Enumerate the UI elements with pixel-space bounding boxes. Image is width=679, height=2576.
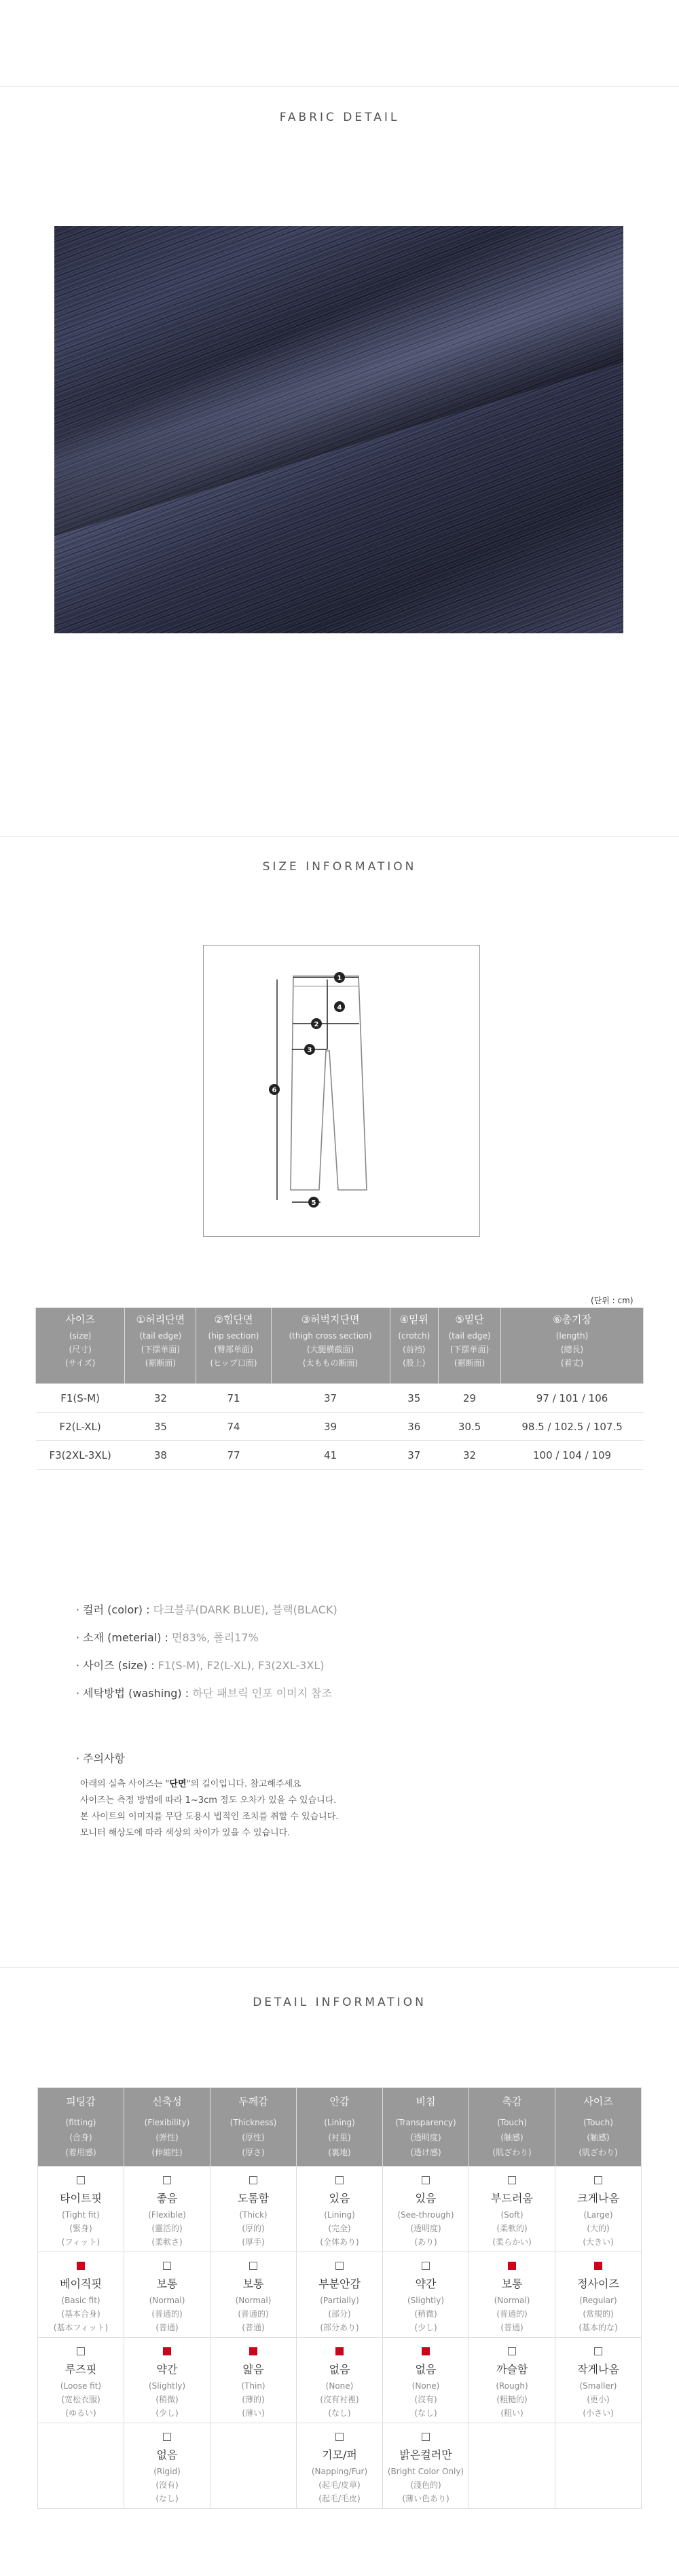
option-subtitle: (稍微)	[414, 2309, 437, 2319]
checkbox-unchecked	[594, 2176, 602, 2184]
column-subtitle: (弹性)	[155, 2133, 179, 2142]
column-subtitle: (總長)	[560, 1345, 584, 1354]
detail-cell	[297, 2167, 383, 2252]
table-cell: 100 / 104 / 109	[501, 1441, 644, 1470]
column-subtitle: (合身)	[69, 2133, 92, 2142]
info-key: · 컬러 (color) :	[76, 1603, 153, 1616]
checkbox-checked	[594, 2262, 602, 2270]
option-subtitle: (Thick)	[239, 2210, 268, 2220]
option-subtitle: (Soft)	[500, 2210, 524, 2220]
option-subtitle: (基本的な)	[579, 2323, 618, 2332]
column-subtitle: (下摆单面)	[449, 1345, 490, 1354]
column-title: 사이즈	[65, 1313, 95, 1326]
table-cell: 35	[125, 1413, 196, 1441]
detail-cell	[38, 2252, 124, 2338]
size-column-header	[271, 1308, 390, 1384]
detail-cell	[469, 2338, 555, 2423]
option-subtitle: (厚的)	[242, 2224, 265, 2233]
option-subtitle: (靈活的)	[151, 2224, 183, 2233]
option-subtitle: (普通)	[155, 2323, 179, 2332]
table-cell: F1(S-M)	[36, 1384, 125, 1413]
marker-label: 4	[337, 1004, 342, 1011]
column-subtitle: (tail edge)	[139, 1331, 182, 1341]
column-subtitle: (触感)	[500, 2133, 524, 2142]
table-cell: 36	[390, 1413, 438, 1441]
column-subtitle: (fitting)	[65, 2118, 96, 2127]
option-name: 크게나옴	[577, 2192, 619, 2205]
column-title: ②힙단면	[214, 1313, 253, 1326]
table-row	[36, 1413, 644, 1441]
column-subtitle: (下摆单面)	[141, 1345, 181, 1354]
unit-label: (단위 : cm)	[591, 1296, 634, 1305]
option-subtitle: (起毛/皮草)	[318, 2480, 361, 2490]
option-subtitle: (See-through)	[397, 2210, 454, 2220]
column-subtitle: (厚さ)	[242, 2148, 265, 2157]
table-cell: 98.5 / 102.5 / 107.5	[501, 1413, 644, 1441]
option-subtitle: (更小)	[587, 2395, 610, 2404]
option-subtitle: (淺色的)	[410, 2480, 441, 2490]
detail-cell	[210, 2252, 297, 2338]
info-value: 면83%, 폴리17%	[172, 1631, 259, 1644]
detail-cell	[383, 2252, 469, 2338]
option-subtitle: (Rigid)	[153, 2467, 181, 2476]
fabric-photo	[54, 226, 623, 633]
column-title: 두께감	[238, 2095, 268, 2108]
option-subtitle: (沒有衬裡)	[320, 2395, 359, 2404]
checkbox-checked	[249, 2347, 257, 2355]
detail-cell	[555, 2338, 642, 2423]
option-name: 보통	[501, 2277, 523, 2290]
table-row	[38, 2338, 642, 2423]
column-title: 촉감	[502, 2095, 522, 2108]
option-name: 부드러움	[491, 2192, 533, 2205]
column-subtitle: (Thickness)	[230, 2118, 277, 2127]
size-column-header	[390, 1308, 438, 1384]
marker-label: 1	[337, 975, 342, 982]
option-subtitle: (普通)	[242, 2323, 265, 2332]
detail-cell	[124, 2167, 210, 2252]
table-cell: 97 / 101 / 106	[501, 1384, 644, 1413]
column-subtitle: (length)	[555, 1331, 589, 1341]
table-row	[38, 2167, 642, 2252]
option-subtitle: (沒有)	[414, 2395, 437, 2404]
detail-table-body	[38, 2167, 642, 2509]
option-name: 도톰함	[237, 2192, 270, 2205]
column-subtitle: (尺寸)	[69, 1345, 92, 1354]
option-name: 좋음	[156, 2192, 178, 2205]
detail-cell	[469, 2167, 555, 2252]
option-subtitle: (None)	[411, 2381, 440, 2391]
detail-column-header	[297, 2088, 383, 2167]
size-table-header	[36, 1308, 644, 1384]
section-divider	[0, 1967, 679, 1968]
option-subtitle: (薄い色あり)	[402, 2494, 449, 2503]
info-key: · 사이즈 (size) :	[76, 1659, 158, 1672]
option-subtitle: (柔軟的)	[496, 2224, 528, 2233]
column-subtitle: (臀部单面)	[214, 1345, 253, 1354]
size-column-header	[196, 1308, 271, 1384]
product-info-list	[76, 1603, 337, 1715]
detail-cell	[38, 2423, 124, 2509]
option-subtitle: (Slightly)	[407, 2296, 444, 2305]
detail-cell	[297, 2252, 383, 2338]
option-subtitle: (透明度)	[410, 2224, 441, 2233]
table-row	[38, 2252, 642, 2338]
option-subtitle: (薄的)	[242, 2395, 265, 2404]
column-title: ④밑위	[399, 1313, 429, 1326]
option-name: 있음	[415, 2192, 437, 2205]
option-subtitle: (宽松衣服)	[61, 2395, 100, 2404]
fabric-detail-title: FABRIC DETAIL	[279, 111, 400, 124]
table-cell: 32	[439, 1441, 501, 1470]
option-name: 없음	[156, 2448, 178, 2461]
detail-cell	[124, 2338, 210, 2423]
column-title: 신축성	[152, 2095, 182, 2108]
column-subtitle: (Flexibility)	[144, 2118, 190, 2127]
option-subtitle: (Smaller)	[579, 2381, 617, 2391]
column-subtitle: (大腿横截面)	[306, 1345, 354, 1354]
table-cell: 37	[390, 1441, 438, 1470]
column-subtitle: (サイズ)	[65, 1358, 96, 1368]
marker-label: 6	[272, 1087, 277, 1094]
option-subtitle: (Bright Color Only)	[387, 2467, 464, 2476]
option-name: 약간	[415, 2277, 437, 2290]
checkbox-checked	[335, 2347, 344, 2355]
detail-cell	[38, 2338, 124, 2423]
checkbox-unchecked	[422, 2262, 430, 2270]
option-subtitle: (Normal)	[235, 2296, 272, 2305]
column-subtitle: (Transparency)	[395, 2118, 456, 2127]
notice-line: 아래의 실측 사이즈는 "단면"의 길이입니다. 참고해주세요	[80, 1779, 301, 1789]
option-name: 기모/퍼	[322, 2448, 357, 2461]
option-name: 없음	[329, 2363, 350, 2376]
detail-column-header	[38, 2088, 124, 2167]
info-row	[76, 1603, 337, 1631]
table-cell: 29	[439, 1384, 501, 1413]
detail-column-header	[383, 2088, 469, 2167]
detail-cell	[124, 2252, 210, 2338]
size-table-body	[36, 1384, 644, 1470]
table-row	[38, 2423, 642, 2509]
detail-cell	[555, 2423, 642, 2509]
table-cell: 71	[196, 1384, 271, 1413]
option-subtitle: (Basic fit)	[61, 2296, 100, 2305]
column-subtitle: (Touch)	[583, 2118, 613, 2127]
column-title: 안감	[329, 2095, 350, 2108]
checkbox-unchecked	[77, 2176, 85, 2184]
option-subtitle: (沒有)	[155, 2480, 179, 2490]
checkbox-checked	[422, 2347, 430, 2355]
notice-title: · 주의사항	[76, 1752, 125, 1765]
column-subtitle: (厚性)	[242, 2133, 265, 2142]
column-subtitle: (crotch)	[398, 1331, 430, 1341]
option-subtitle: (Slightly)	[148, 2381, 185, 2391]
column-subtitle: (thigh cross section)	[289, 1331, 372, 1341]
checkbox-unchecked	[249, 2262, 257, 2270]
checkbox-unchecked	[249, 2176, 257, 2184]
size-column-header	[501, 1308, 644, 1384]
table-cell: 77	[196, 1441, 271, 1470]
notice-line: 모니터 해상도에 따라 색상의 차이가 있을 수 있습니다.	[80, 1828, 291, 1838]
column-title: ③허벅지단면	[301, 1313, 360, 1326]
option-name: 작게나옴	[577, 2363, 619, 2376]
detail-cell	[555, 2167, 642, 2252]
section-divider	[0, 836, 679, 837]
detail-cell	[210, 2423, 297, 2509]
checkbox-unchecked	[163, 2176, 171, 2184]
detail-cell	[383, 2167, 469, 2252]
option-subtitle: (Normal)	[494, 2296, 530, 2305]
detail-column-header	[469, 2088, 555, 2167]
option-subtitle: (少し)	[155, 2408, 179, 2418]
column-subtitle: (透け感)	[410, 2148, 441, 2157]
pants-illustration	[204, 946, 481, 1237]
column-subtitle: (前裆)	[403, 1345, 426, 1354]
detail-column-header	[210, 2088, 297, 2167]
option-subtitle: (なし)	[328, 2408, 351, 2418]
checkbox-checked	[163, 2347, 171, 2355]
option-name: 부분안감	[318, 2277, 361, 2290]
option-subtitle: (緊身)	[69, 2224, 92, 2233]
column-subtitle: (Lining)	[324, 2118, 355, 2127]
option-subtitle: (稍微)	[155, 2395, 179, 2404]
notice-text	[80, 1776, 338, 1842]
info-value: 하단 패브릭 인포 이미지 참조	[192, 1687, 333, 1700]
table-cell: F2(L-XL)	[36, 1413, 125, 1441]
detail-cell	[383, 2423, 469, 2509]
detail-cell	[297, 2423, 383, 2509]
marker-label: 2	[314, 1021, 319, 1028]
table-cell: 30.5	[439, 1413, 501, 1441]
option-subtitle: (Loose fit)	[60, 2381, 102, 2391]
table-cell: 35	[390, 1384, 438, 1413]
checkbox-checked	[77, 2262, 85, 2270]
column-subtitle: (ヒップ口面)	[210, 1358, 257, 1368]
table-row	[36, 1441, 644, 1470]
option-subtitle: (普通的)	[496, 2309, 528, 2319]
info-row	[76, 1659, 337, 1687]
checkbox-checked	[508, 2262, 516, 2270]
option-subtitle: (普通的)	[151, 2309, 183, 2319]
option-subtitle: (フィット)	[61, 2237, 100, 2247]
detail-cell	[210, 2338, 297, 2423]
detail-cell	[469, 2252, 555, 2338]
column-subtitle: (着丈)	[560, 1358, 584, 1368]
option-subtitle: (柔らかい)	[492, 2237, 532, 2247]
checkbox-unchecked	[422, 2433, 430, 2441]
option-subtitle: (常規的)	[583, 2309, 614, 2319]
marker-label: 3	[307, 1047, 312, 1054]
checkbox-unchecked	[163, 2262, 171, 2270]
option-subtitle: (Flexible)	[148, 2210, 186, 2220]
option-name: 타이트핏	[60, 2192, 102, 2205]
table-cell: 74	[196, 1413, 271, 1441]
option-subtitle: (なし)	[414, 2408, 437, 2418]
option-subtitle: (小さい)	[583, 2408, 614, 2418]
column-subtitle: (触感)	[587, 2133, 610, 2142]
option-name: 베이직핏	[60, 2277, 102, 2290]
size-column-header	[439, 1308, 501, 1384]
section-divider	[0, 86, 679, 87]
checkbox-unchecked	[508, 2176, 516, 2184]
option-subtitle: (部分)	[328, 2309, 351, 2319]
option-name: 약간	[156, 2363, 178, 2376]
option-subtitle: (ゆるい)	[65, 2408, 96, 2418]
detail-cell	[383, 2338, 469, 2423]
checkbox-unchecked	[163, 2433, 171, 2441]
option-subtitle: (Regular)	[579, 2296, 617, 2305]
column-title: 비침	[416, 2095, 436, 2108]
column-subtitle: (tail edge)	[448, 1331, 491, 1341]
column-subtitle: (着用感)	[65, 2148, 96, 2157]
column-subtitle: (太ももの断面)	[302, 1358, 359, 1368]
checkbox-unchecked	[335, 2176, 344, 2184]
column-subtitle: (衬里)	[328, 2133, 351, 2142]
option-subtitle: (起毛/毛皮)	[318, 2494, 361, 2503]
table-cell: 41	[271, 1441, 390, 1470]
column-subtitle: (Touch)	[497, 2118, 527, 2127]
checkbox-unchecked	[422, 2176, 430, 2184]
column-subtitle: (伸縮性)	[151, 2148, 183, 2157]
column-title: ①허리단면	[136, 1313, 185, 1326]
option-subtitle: (完全)	[328, 2224, 351, 2233]
column-title: ⑤밑단	[455, 1313, 484, 1326]
size-diagram	[203, 945, 480, 1237]
option-subtitle: (柔軟さ)	[151, 2237, 183, 2247]
column-title: ⑥총기장	[553, 1313, 592, 1326]
option-subtitle: (少し)	[414, 2323, 437, 2332]
column-subtitle: (size)	[69, 1331, 92, 1341]
option-name: 밝은컬러만	[399, 2448, 452, 2461]
option-subtitle: (Thin)	[241, 2381, 265, 2391]
option-subtitle: (厚手)	[242, 2237, 265, 2247]
checkbox-unchecked	[508, 2347, 516, 2355]
column-subtitle: (肌ざわり)	[579, 2148, 618, 2157]
option-subtitle: (なし)	[155, 2494, 179, 2503]
option-subtitle: (Partially)	[320, 2296, 359, 2305]
column-subtitle: (透明度)	[410, 2133, 441, 2142]
column-title: 피팅감	[66, 2095, 96, 2108]
option-subtitle: (部分あり)	[320, 2323, 359, 2332]
option-subtitle: (Napping/Fur)	[311, 2467, 368, 2476]
option-subtitle: (全体あり)	[320, 2237, 359, 2247]
info-row	[76, 1631, 337, 1659]
notice-line: 사이즈는 측정 방법에 따라 1~3cm 정도 오차가 있을 수 있습니다.	[80, 1795, 337, 1806]
option-subtitle: (Large)	[583, 2210, 613, 2220]
option-subtitle: (Rough)	[496, 2381, 528, 2391]
option-name: 보통	[242, 2277, 264, 2290]
column-subtitle: (裾断面)	[145, 1358, 177, 1368]
info-key: · 소재 (meterial) :	[76, 1631, 172, 1644]
option-subtitle: (普通的)	[238, 2309, 269, 2319]
option-subtitle: (大的)	[587, 2224, 610, 2233]
column-title: 사이즈	[583, 2095, 613, 2108]
detail-information-title: DETAIL INFORMATION	[253, 1996, 426, 2009]
size-information-title: SIZE INFORMATION	[262, 860, 417, 874]
option-subtitle: (粗糙的)	[496, 2395, 528, 2404]
info-key: · 세탁방법 (washing) :	[76, 1687, 193, 1700]
option-subtitle: (粗い)	[500, 2408, 524, 2418]
table-cell: 38	[125, 1441, 196, 1470]
checkbox-unchecked	[335, 2262, 344, 2270]
option-name: 없음	[415, 2363, 437, 2376]
column-subtitle: (hip section)	[208, 1331, 259, 1341]
option-subtitle: (大きい)	[583, 2237, 614, 2247]
option-subtitle: (Lining)	[324, 2210, 355, 2220]
size-column-header	[36, 1308, 125, 1384]
detail-cell	[555, 2252, 642, 2338]
detail-column-header	[555, 2088, 642, 2167]
table-cell: F3(2XL-3XL)	[36, 1441, 125, 1470]
detail-cell	[210, 2167, 297, 2252]
option-name: 얇음	[242, 2363, 264, 2376]
option-subtitle: (Normal)	[149, 2296, 185, 2305]
size-column-header	[125, 1308, 196, 1384]
option-name: 있음	[329, 2192, 350, 2205]
detail-cell	[297, 2338, 383, 2423]
option-name: 까슬함	[496, 2363, 528, 2376]
detail-cell	[124, 2423, 210, 2509]
size-table	[35, 1307, 644, 1470]
option-name: 정사이즈	[577, 2277, 619, 2290]
notice-line: 본 사이트의 이미지를 무단 도용시 법적인 조치를 취할 수 있습니다.	[80, 1812, 339, 1822]
column-subtitle: (肌ざわり)	[492, 2148, 532, 2157]
detail-cell	[38, 2167, 124, 2252]
checkbox-unchecked	[594, 2347, 602, 2355]
option-name: 루즈핏	[65, 2363, 97, 2376]
detail-column-header	[124, 2088, 210, 2167]
table-cell: 37	[271, 1384, 390, 1413]
option-subtitle: (基本フィット)	[53, 2323, 109, 2332]
checkbox-unchecked	[77, 2347, 85, 2355]
checkbox-unchecked	[335, 2433, 344, 2441]
detail-table-header	[38, 2088, 642, 2167]
option-name: 보통	[156, 2277, 178, 2290]
option-subtitle: (None)	[325, 2381, 354, 2391]
info-value: F1(S-M), F2(L-XL), F3(2XL-3XL)	[158, 1659, 325, 1672]
option-subtitle: (あり)	[414, 2237, 437, 2247]
column-subtitle: (裾断面)	[454, 1358, 485, 1368]
option-subtitle: (基本合身)	[61, 2309, 100, 2319]
option-subtitle: (薄い)	[242, 2408, 265, 2418]
table-cell: 32	[125, 1384, 196, 1413]
table-row	[36, 1384, 644, 1413]
detail-cell	[469, 2423, 555, 2509]
column-subtitle: (股上)	[403, 1358, 426, 1368]
marker-label: 5	[311, 1199, 316, 1207]
column-subtitle: (裏地)	[328, 2148, 351, 2157]
info-row	[76, 1687, 337, 1715]
option-subtitle: (普通)	[500, 2323, 524, 2332]
option-subtitle: (Tight fit)	[62, 2210, 100, 2220]
info-value: 다크블루(DARK BLUE), 블랙(BLACK)	[153, 1603, 337, 1616]
table-cell: 39	[271, 1413, 390, 1441]
detail-table	[37, 2087, 642, 2509]
